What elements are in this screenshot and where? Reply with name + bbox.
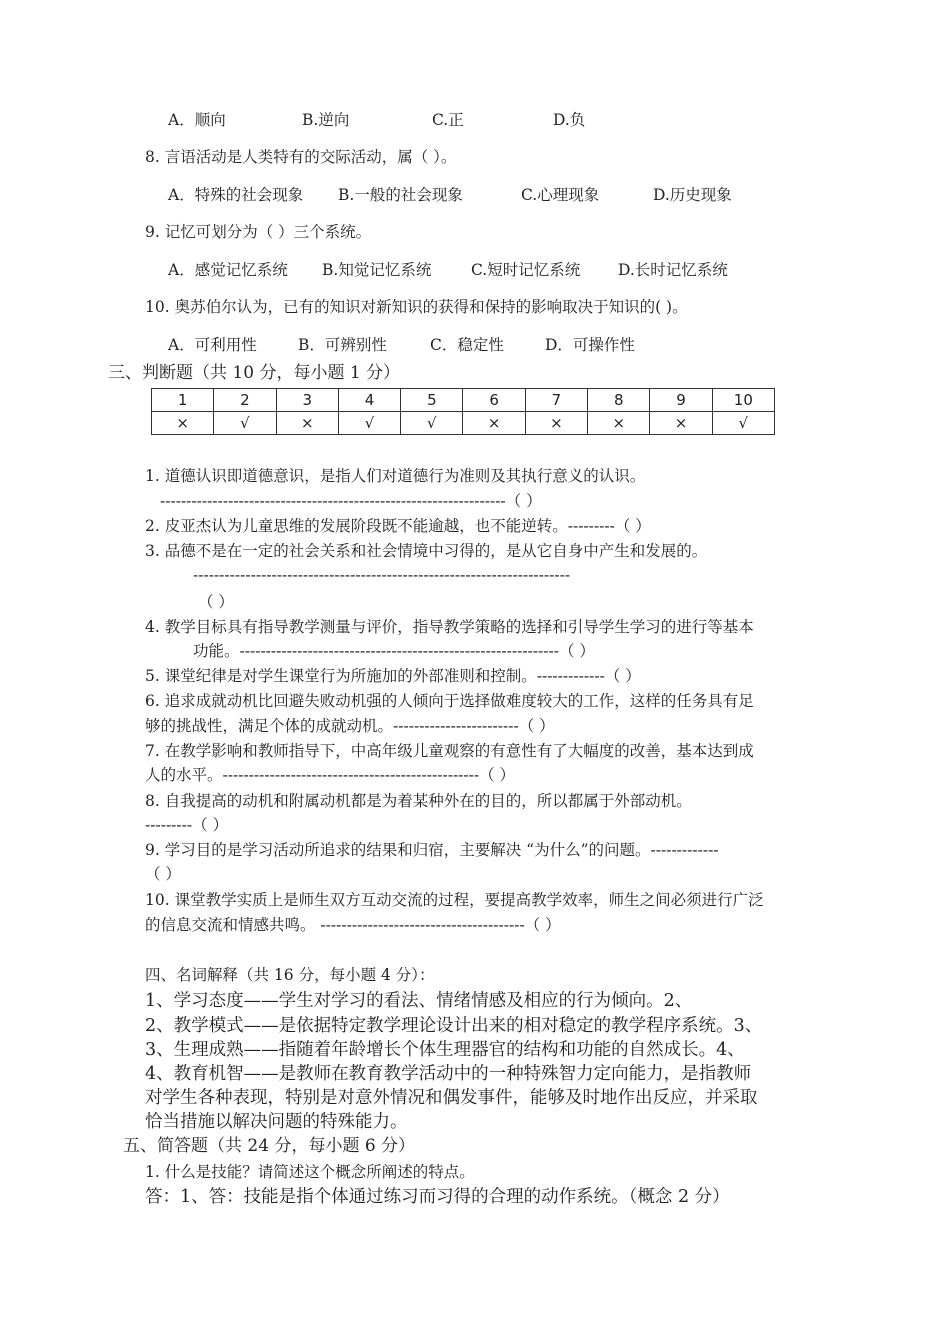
q8-stem: 8. 言语活动是人类特有的交际活动，属（ ）。 [145,148,457,166]
q9-option-d: D.长时记忆系统 [618,261,728,279]
q9-option-a: A．感觉记忆系统 [168,261,288,279]
judgment-7-cont: 人的水平。-------------------------------------------------（ ） [145,766,516,784]
table-cell: × [152,412,214,435]
answer-table-number-row [152,389,775,412]
judgment-4: 4. 教学目标具有指导教学测量与评价，指导教学策略的选择和引导学生学习的进行等基本 [145,618,754,636]
q9-stem: 9. 记忆可划分为（ ）三个系统。 [145,223,372,241]
table-cell: √ [214,412,276,435]
short-answer-1: 答：1、答：技能是指个体通过练习而习得的合理的动作系统。（概念 2 分） [145,1187,730,1207]
judgment-1: 1. 道德认识即道德意识，是指人们对道德行为准则及其执行意义的认识。 [145,467,646,485]
q8-option-b: B.一般的社会现象 [338,186,463,204]
judgment-8-blank: ---------（ ） [145,816,229,834]
judgment-6: 6. 追求成就动机比回避失败动机强的人倾向于选择做难度较大的工作，这样的任务具有足 [145,692,754,710]
answer-table-answer-row [152,412,775,435]
term-1: 1、学习态度——学生对学习的看法、情绪情感及相应的行为倾向。2、 [145,991,693,1011]
q8-option-a: A．特殊的社会现象 [168,186,304,204]
judgment-6-cont: 够的挑战性，满足个体的成就动机。------------------------（ ） [145,717,555,735]
table-cell: √ [338,412,400,435]
table-cell: 9 [650,389,712,412]
q7-option-c: C.正 [432,111,464,129]
term-3: 3、生理成熟——指随着年龄增长个体生理器官的结构和功能的自然成长。4、 [145,1040,745,1060]
q8-option-d: D.历史现象 [653,186,732,204]
term-4: 4、教育机智——是教师在教育教学活动中的一种特殊智力定向能力，是指教师 [145,1064,752,1084]
q9-option-c: C.短时记忆系统 [471,261,581,279]
answer-table [151,388,775,435]
q9-option-b: B.知觉记忆系统 [322,261,432,279]
table-cell: × [276,412,338,435]
judgment-3-dashes: ------------------------------------------------------------------------ [193,566,571,584]
section4-title: 四、名词解释（共 16 分，每小题 4 分）： [145,966,435,984]
table-cell: 3 [276,389,338,412]
table-cell: 1 [152,389,214,412]
q10-stem: 10. 奥苏伯尔认为，已有的知识对新知识的获得和保持的影响取决于知识的( )。 [145,298,688,316]
judgment-3: 3. 品德不是在一定的社会关系和社会情境中习得的，是从它自身中产生和发展的。 [145,542,708,560]
term-4-cont-1: 对学生各种表现，特别是对意外情况和偶发事件，能够及时地作出反应，并采取 [145,1088,758,1108]
table-cell: 8 [588,389,650,412]
judgment-1-blank: ------------------------------------------------------------------（ ） [160,492,542,510]
table-cell: √ [712,412,774,435]
judgment-4-cont: 功能。-------------------------------------------------------------（ ） [193,642,595,660]
section5-title: 五、简答题（共 24 分，每小题 6 分） [123,1136,416,1156]
judgment-5: 5. 课堂纪律是对学生课堂行为所施加的外部准则和控制。-------------（ ） [145,667,641,685]
judgment-2: 2. 皮亚杰认为儿童思维的发展阶段既不能逾越，也不能逆转。---------（ ） [145,517,651,535]
q10-option-b: B．可辨别性 [298,336,387,354]
judgment-8: 8. 自我提高的动机和附属动机都是为着某种外在的目的，所以都属于外部动机。 [145,792,692,810]
q8-option-c: C.心理现象 [521,186,600,204]
q10-option-c: C．稳定性 [430,336,504,354]
table-cell: × [588,412,650,435]
q7-option-d: D.负 [553,111,586,129]
section3-title: 三、判断题（共 10 分，每小题 1 分） [108,363,401,383]
q7-option-a: A．顺向 [168,111,226,129]
table-cell: 2 [214,389,276,412]
table-cell: 5 [401,389,463,412]
q7-option-b: B.逆向 [302,111,350,129]
judgment-10-cont: 的信息交流和情感共鸣。 ---------------------------------------（ ） [145,916,561,934]
q10-option-a: A．可利用性 [168,336,257,354]
term-2: 2、教学模式——是依据特定教学理论设计出来的相对稳定的教学程序系统。3、 [145,1016,763,1036]
judgment-7: 7. 在教学影响和教师指导下，中高年级儿童观察的有意性有了大幅度的改善，基本达到成 [145,742,754,760]
q10-option-d: D．可操作性 [545,336,635,354]
table-cell: 6 [463,389,525,412]
table-cell: × [463,412,525,435]
table-cell: 10 [712,389,774,412]
table-cell: 7 [525,389,587,412]
table-cell: × [650,412,712,435]
table-cell: × [525,412,587,435]
judgment-3-blank: （ ） [198,593,234,611]
term-4-cont-2: 恰当措施以解决问题的特殊能力。 [145,1112,408,1132]
judgment-9: 9. 学习目的是学习活动所追求的结果和归宿，主要解决 “为什么”的问题。------------- [145,841,719,859]
judgment-9-blank: （ ） [145,865,181,883]
short-answer-question-1: 1. 什么是技能？请简述这个概念所阐述的特点。 [145,1163,475,1181]
table-cell: 4 [338,389,400,412]
judgment-10: 10. 课堂教学实质上是师生双方互动交流的过程，要提高教学效率，师生之间必须进行广泛 [145,891,764,909]
table-cell: √ [401,412,463,435]
